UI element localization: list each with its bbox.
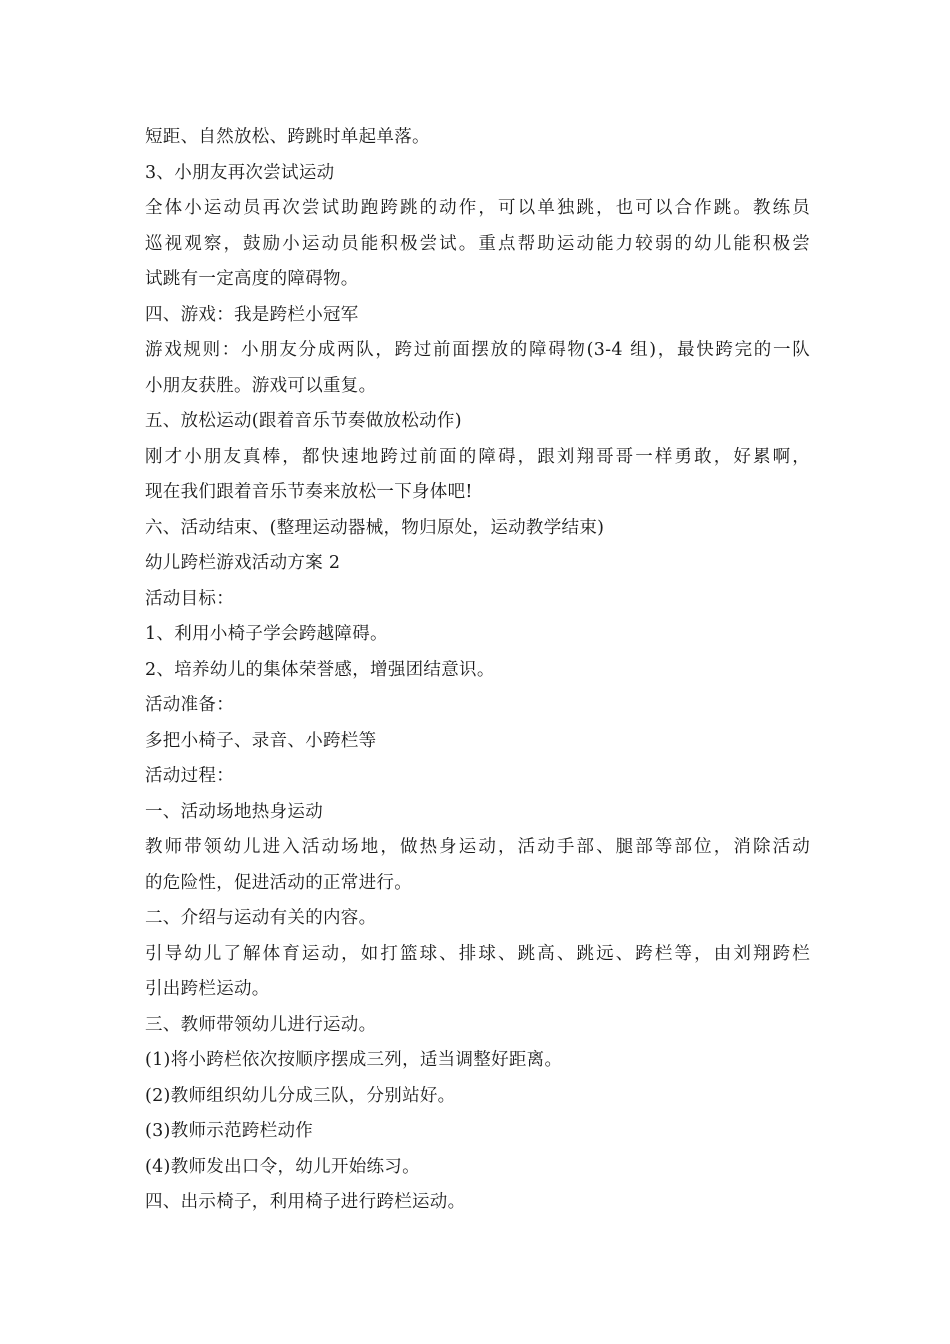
- section-heading: 二、介绍与运动有关的内容。: [145, 908, 377, 928]
- paragraph: [145, 333, 810, 404]
- paragraph: [145, 440, 810, 511]
- paragraph: [145, 937, 810, 1008]
- paragraph: [145, 191, 810, 298]
- section-heading: 四、出示椅子，利用椅子进行跨栏运动。: [145, 1192, 466, 1212]
- section-heading: 四、游戏：我是跨栏小冠军: [145, 304, 359, 325]
- list-item: (1)将小跨栏依次按顺序摆成三列，适当调整好距离。: [145, 1050, 563, 1070]
- text-line: 多把小椅子、录音、小跨栏等: [145, 730, 377, 751]
- paragraph-line: 刚才小朋友真棒，都快速地跨过前面的障碍，跟刘翔哥哥一样勇敢，好累啊，: [145, 446, 810, 467]
- paragraph-line: 试跳有一定高度的障碍物。: [145, 269, 359, 289]
- list-item: (2)教师组织幼儿分成三队，分别站好。: [145, 1085, 456, 1106]
- paragraph-line: 游戏规则：小朋友分成两队，跨过前面摆放的障碍物(3-4 组)，最快跨完的一队: [145, 340, 810, 360]
- section-heading: 3、小朋友再次尝试运动: [145, 162, 335, 183]
- paragraph-line: 现在我们跟着音乐节奏来放松一下身体吧!: [145, 482, 473, 502]
- document-body: [145, 120, 810, 1221]
- paragraph-line: 小朋友获胜。游戏可以重复。: [145, 375, 377, 396]
- document-title: 幼儿跨栏游戏活动方案 2: [145, 553, 341, 573]
- section-heading: 活动准备：: [145, 695, 234, 715]
- section-heading: 三、教师带领幼儿进行运动。: [145, 1014, 377, 1035]
- paragraph-line: 引导幼儿了解体育运动，如打篮球、排球、跳高、跳远、跨栏等，由刘翔跨栏: [145, 943, 810, 964]
- section-heading: 六、活动结束、(整理运动器械，物归原处，运动教学结束): [145, 517, 605, 538]
- section-heading: 五、放松运动(跟着音乐节奏做放松动作): [145, 411, 462, 431]
- section-heading: 活动目标：: [145, 588, 234, 609]
- list-item: 2、培养幼儿的集体荣誉感，增强团结意识。: [145, 659, 495, 680]
- list-item: (3)教师示范跨栏动作: [145, 1121, 314, 1141]
- section-heading: 活动过程：: [145, 766, 234, 786]
- paragraph-line: 引出跨栏运动。: [145, 979, 270, 999]
- list-item: (4)教师发出口令，幼儿开始练习。: [145, 1156, 420, 1177]
- paragraph: [145, 830, 810, 901]
- text-line: 短距、自然放松、跨跳时单起单落。: [145, 127, 430, 147]
- section-heading: 一、活动场地热身运动: [145, 801, 323, 822]
- paragraph-line: 教师带领幼儿进入活动场地，做热身运动，活动手部、腿部等部位，消除活动: [145, 837, 810, 857]
- paragraph-line: 巡视观察，鼓励小运动员能积极尝试。重点帮助运动能力较弱的幼儿能积极尝: [145, 233, 810, 254]
- list-item: 1、利用小椅子学会跨越障碍。: [145, 624, 388, 644]
- paragraph-line: 的危险性，促进活动的正常进行。: [145, 872, 412, 893]
- paragraph-line: 全体小运动员再次尝试助跑跨跳的动作，可以单独跳，也可以合作跳。教练员: [145, 198, 810, 218]
